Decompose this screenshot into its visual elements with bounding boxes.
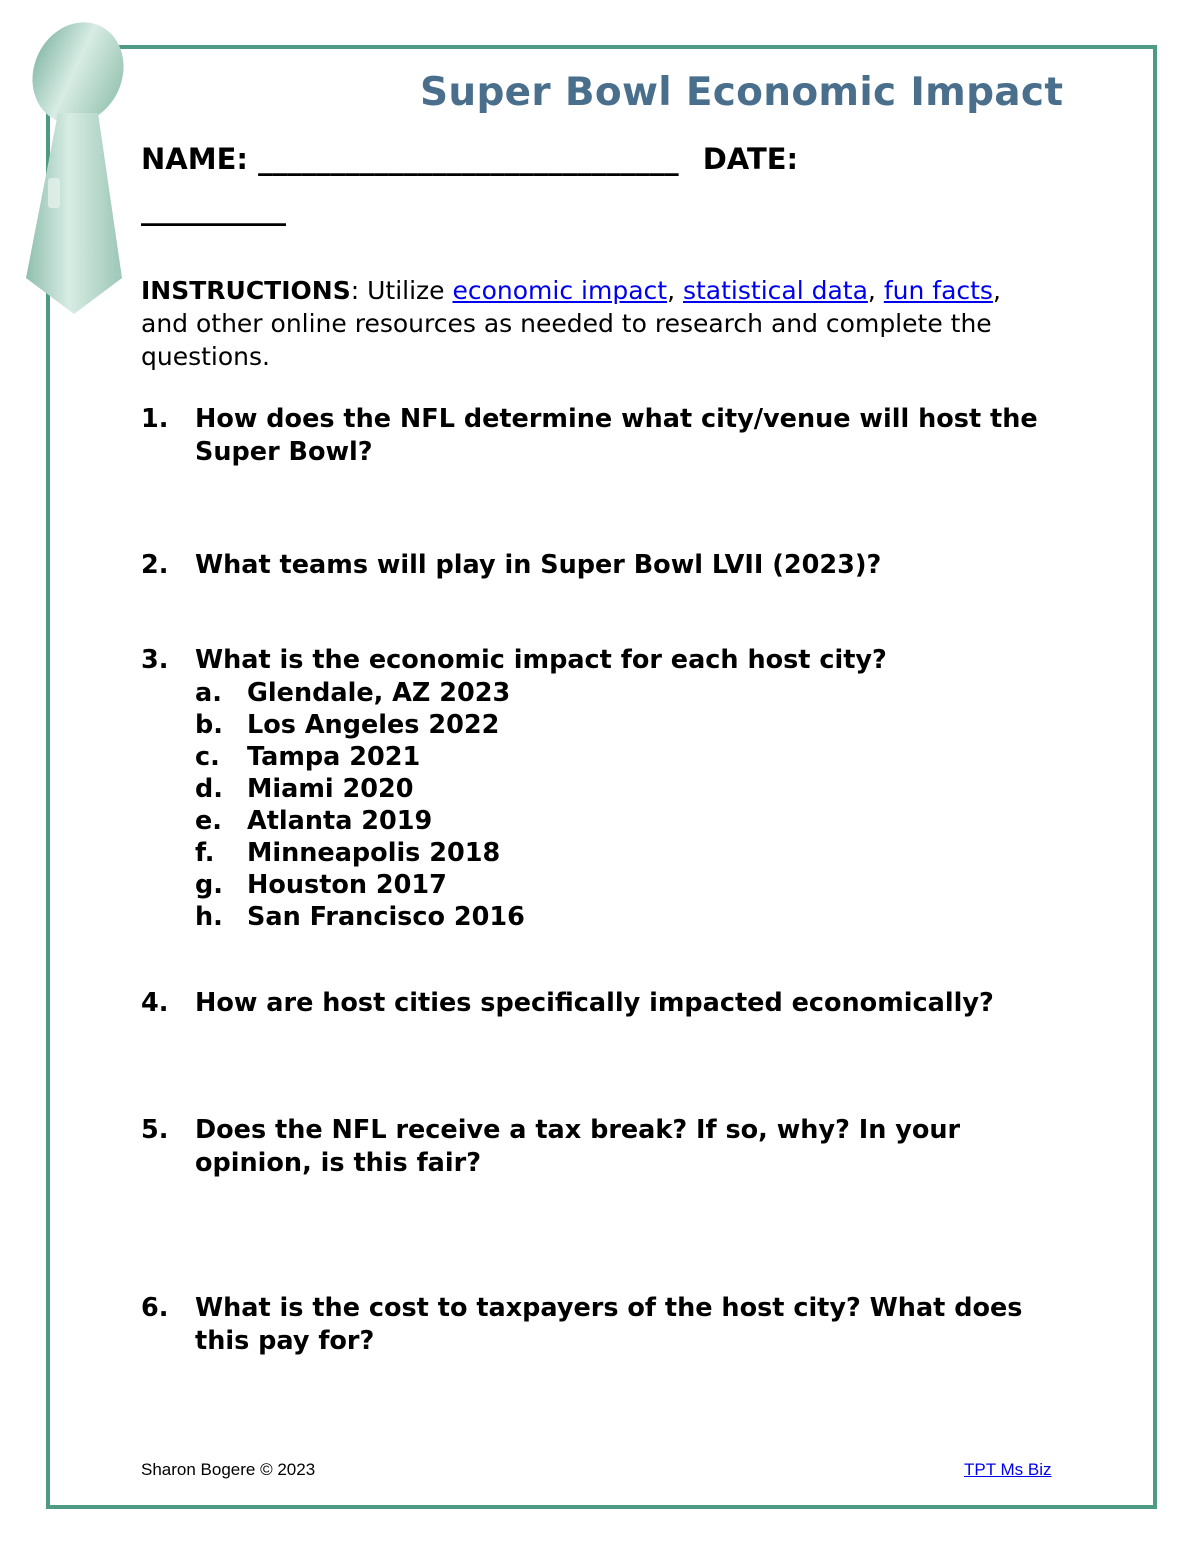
- question-number: 6.: [141, 1293, 169, 1323]
- footer-link[interactable]: TPT Ms Biz: [964, 1460, 1052, 1479]
- question-number: 3.: [141, 645, 169, 675]
- statistical-data-link[interactable]: statistical data: [682, 276, 868, 305]
- list-item-text: Minneapolis 2018: [247, 838, 501, 868]
- list-item-text: Los Angeles 2022: [247, 710, 500, 740]
- instructions-text: : Utilize: [350, 276, 453, 305]
- question-text: Does the NFL receive a tax break? If so, why? In your opinion, is this fair?: [195, 1115, 961, 1178]
- list-item: [195, 677, 1071, 709]
- list-item-text: Atlanta 2019: [247, 806, 433, 836]
- list-item: [195, 709, 1071, 741]
- question-text: How are host cities specifically impacted economically?: [195, 988, 994, 1018]
- date-label: DATE:: [702, 142, 799, 176]
- question-text: What is the economic impact for each host city?: [195, 645, 887, 675]
- fun-facts-link[interactable]: fun facts: [883, 276, 993, 305]
- page-title: Super Bowl Economic Impact: [420, 70, 1064, 115]
- question-number: 4.: [141, 988, 169, 1018]
- question-3: [141, 644, 1071, 933]
- list-letter: g.: [195, 870, 223, 900]
- host-city-list: [195, 677, 1071, 933]
- name-field[interactable]: _____________________________: [258, 142, 679, 176]
- list-letter: f.: [195, 838, 215, 868]
- date-field[interactable]: __________: [141, 192, 286, 226]
- list-item: [195, 869, 1071, 901]
- list-letter: e.: [195, 806, 222, 836]
- list-item: [195, 901, 1071, 933]
- separator: ,: [867, 276, 884, 305]
- instructions: [141, 274, 1041, 373]
- list-item: [195, 837, 1071, 869]
- name-date-line: [141, 142, 798, 176]
- question-number: 2.: [141, 550, 169, 580]
- list-letter: a.: [195, 678, 222, 708]
- list-item-text: Glendale, AZ 2023: [247, 678, 511, 708]
- question-5: [141, 1114, 1071, 1180]
- question-number: 1.: [141, 404, 169, 434]
- footer-author: Sharon Bogere © 2023: [141, 1460, 316, 1479]
- question-number: 5.: [141, 1115, 169, 1145]
- list-letter: b.: [195, 710, 223, 740]
- list-letter: h.: [195, 902, 223, 932]
- list-item-text: Tampa 2021: [247, 742, 421, 772]
- list-item: [195, 773, 1071, 805]
- list-item: [195, 741, 1071, 773]
- instructions-text: , and other online resources as needed to research and complete the questions.: [141, 276, 1001, 371]
- question-1: [141, 403, 1071, 469]
- instructions-label: INSTRUCTIONS: [141, 276, 351, 305]
- question-2: [141, 549, 1071, 582]
- question-text: What teams will play in Super Bowl LVII (2023)?: [195, 550, 882, 580]
- separator: ,: [667, 276, 683, 305]
- list-item: [195, 805, 1071, 837]
- question-4: [141, 987, 1071, 1020]
- trophy-icon: [18, 18, 130, 318]
- list-item-text: Houston 2017: [247, 870, 447, 900]
- list-item-text: Miami 2020: [247, 774, 414, 804]
- question-6: [141, 1292, 1071, 1358]
- list-letter: d.: [195, 774, 223, 804]
- list-letter: c.: [195, 742, 220, 772]
- name-label: NAME:: [141, 142, 248, 176]
- economic-impact-link[interactable]: economic impact: [452, 276, 668, 305]
- question-text: How does the NFL determine what city/venue will host the Super Bowl?: [195, 404, 1038, 467]
- question-text: What is the cost to taxpayers of the host city? What does this pay for?: [195, 1293, 1023, 1356]
- list-item-text: San Francisco 2016: [247, 902, 525, 932]
